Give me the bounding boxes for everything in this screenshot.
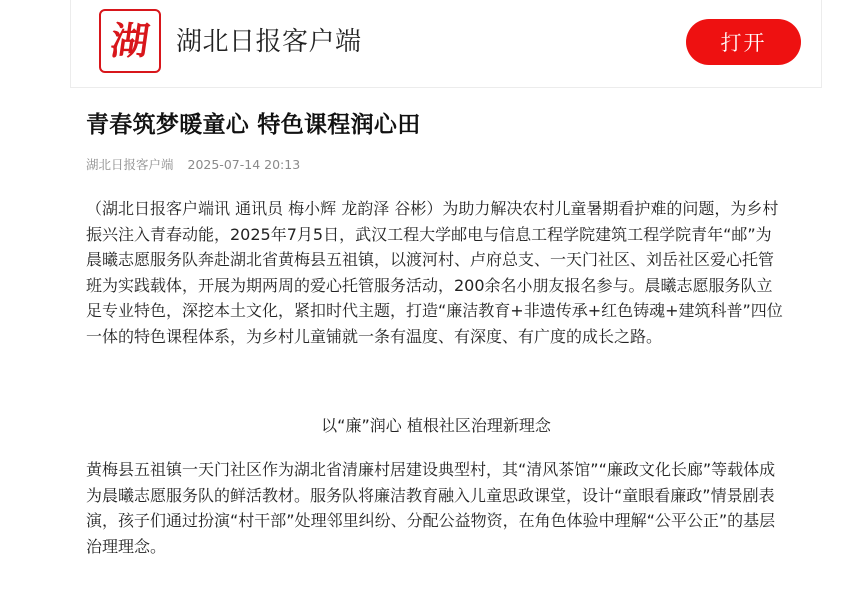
app-name: 湖北日报客户端 bbox=[176, 27, 362, 57]
article-paragraph-1: （湖北日报客户端讯 通讯员 梅小辉 龙韵泽 谷彬）为助力解决农村儿童暑期看护难的问题，为乡村振兴注入青春动能，2025年7月5日，武汉工程大学邮电与信息工程学院建筑工程学院青年“邮”为晨曦志愿服务队奔赴湖北省黄梅县五祖镇，以渡河村、卢府总支、一天门社区、刘岳社区爱心托管班为实践载体，开展为期两周的爱心托管服务活动，200余名小朋友报名参与。晨曦志愿服务队立足专业特色，深挖本土文化，紧扣时代主题，打造“廉洁教育+非遗传承+红色铸魂+建筑科普”四位一体的特色课程体系，为乡村儿童铺就一条有温度、有深度、有广度的成长之路。 bbox=[86, 199, 783, 346]
article bbox=[86, 98, 786, 559]
app-download-banner bbox=[70, 0, 822, 88]
article-meta bbox=[86, 156, 786, 174]
article-title: 青春筑梦暖童心 特色课程润心田 bbox=[86, 112, 421, 138]
article-source[interactable]: 湖北日报客户端 bbox=[86, 157, 174, 172]
section-heading: 以“廉”润心 植根社区治理新理念 bbox=[321, 416, 551, 435]
article-paragraph-2: 黄梅县五祖镇一天门社区作为湖北省清廉村居建设典型村，其“清风茶馆”“廉政文化长廊”等载体成为晨曦志愿服务队的鲜活教材。服务队将廉洁教育融入儿童思政课堂，设计“童眼看廉政”情景剧表演，孩子们通过扮演“村干部”处理邻里纠纷、分配公益物资，在角色体验中理解“公平公正”的基层治理理念。 bbox=[86, 460, 776, 556]
article-timestamp: 2025-07-14 20:13 bbox=[187, 157, 301, 172]
logo-glyph: 湖 bbox=[107, 18, 153, 63]
app-logo-icon bbox=[99, 9, 161, 73]
open-app-button[interactable]: 打开 bbox=[686, 19, 801, 65]
